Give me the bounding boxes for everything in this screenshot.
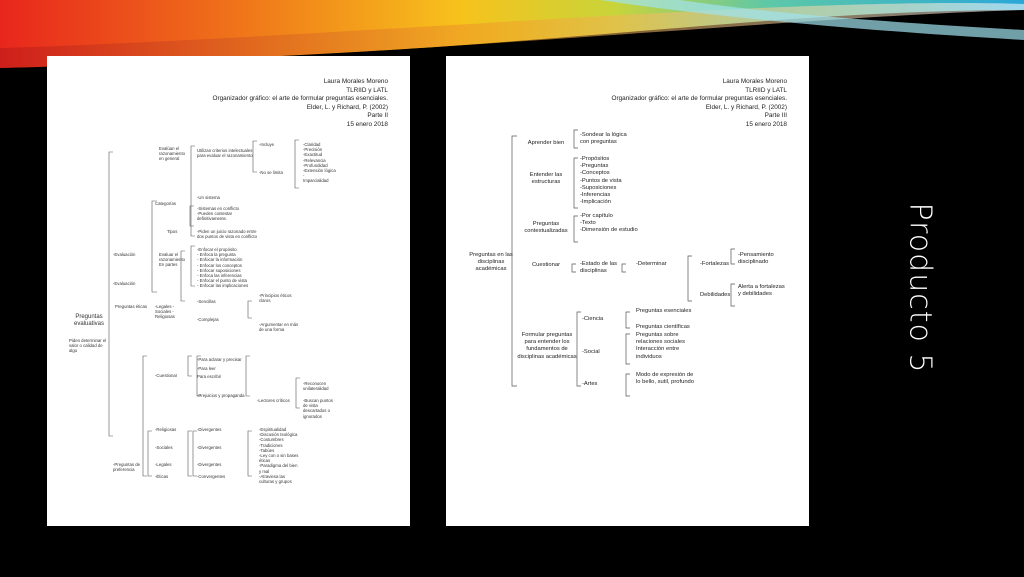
criterios-intelectuales: Utilizan criterios intelectuales para evaluar el razonamiento bbox=[197, 148, 253, 159]
lectores-item-2: -Buscan puntos de vista descartados o ignorados bbox=[303, 398, 333, 419]
categorias-item-1: -Un sistema bbox=[197, 195, 220, 200]
principios-eticos: -Principios éticos claros bbox=[259, 293, 292, 304]
branch-cuestionar: Cuestionar bbox=[531, 262, 561, 268]
pref-tipo-1: -Religiosas bbox=[155, 427, 177, 432]
pref-items-list: -Espiritualidad -Discusión teológica -Costumbres -Tradiciones -Tabúes -Ley con o sin bases éticas -Paradigma del bien y mal -Atraviesa las culturas y grupos bbox=[259, 427, 299, 485]
formular-ciencia: -Ciencia bbox=[582, 316, 604, 322]
branch-entender-estructuras: Entender las estructuras bbox=[529, 172, 563, 186]
branch-evaluacion-2: -Evaluación bbox=[113, 281, 136, 286]
branch-aprender-bien: Aprender bien bbox=[527, 140, 565, 146]
lectores-criticos: -Lectores críticos bbox=[257, 398, 290, 403]
pref-tipo-4: -Éticas bbox=[155, 474, 169, 479]
complejas-label: -Complejas bbox=[197, 317, 219, 322]
tipos-label: Tipos bbox=[167, 229, 178, 234]
cuestionar-item-1: -Para aclarar y precisar bbox=[197, 357, 242, 362]
right-header: Laura Morales Moreno TLRIID y LATL Organizador gráfico: el arte de formular preguntas esenciales. Elder, L. y Richard, P. (2002) Parte III 15 enero 2018 bbox=[611, 78, 787, 128]
ciencia-item-2: Preguntas científicas bbox=[636, 324, 690, 330]
right-root-node: Preguntas en las disciplinas académicas bbox=[469, 252, 513, 273]
categorias-item-2: -Sistemas en conflicto bbox=[197, 206, 240, 211]
sencillas-label: -Sencillas bbox=[197, 299, 216, 304]
branch-preguntas-preferencia: -Preguntas de preferencia bbox=[113, 462, 140, 473]
left-document-page bbox=[47, 56, 410, 526]
fortalezas-label: -Fortalezas bbox=[700, 261, 729, 267]
left-diagram-connectors bbox=[47, 56, 410, 526]
left-header: Laura Morales Moreno TLRIID y LATL Organizador gráfico: el arte de formular preguntas esenciales. Elder, L. y Richard, P. (2002) Parte II 15 enero 2018 bbox=[212, 78, 388, 128]
eticas-tipos: -Legales -Sociales -Religiosas bbox=[155, 304, 175, 320]
evaluar-partes: Evaluar el razonamiento En partes bbox=[159, 252, 186, 268]
aprender-item: -Sondear la lógica con preguntas bbox=[580, 132, 627, 146]
cuestionar-item-4: -Prejuicios y propaganda bbox=[197, 393, 245, 398]
pensamiento-disciplinado: -Pensamiento disciplinado bbox=[738, 252, 774, 266]
left-root-note: Piden determinar el valor o calidad de algo bbox=[69, 338, 107, 354]
ciencia-item-1: Preguntas esenciales bbox=[636, 308, 692, 314]
branch-preguntas-contextualizadas: Preguntas contextualizadas bbox=[524, 221, 568, 235]
categorias-label: Categorías bbox=[155, 201, 177, 206]
tipos-item-1: -Pueden contestar definitivamente. bbox=[197, 211, 233, 222]
pref-val-2: -Divergentes bbox=[197, 445, 222, 450]
no-limita-label: -No se limita bbox=[259, 170, 283, 175]
determinar-label: -Determinar bbox=[636, 261, 667, 267]
lectores-item-1: -Reconocen unilateralidad bbox=[303, 381, 329, 392]
estado-disciplinas: -Estado de las disciplinas bbox=[580, 261, 618, 275]
criterios-list: -Claridad -Precisión -Exactitud -Relevancia -Profundidad -Extensión lógica - Imparcialidad bbox=[303, 142, 336, 184]
tipos-item-2: -Piden un juicio razonado entre dos puntos de vista en conflicto bbox=[197, 229, 257, 240]
debilidades-label: Debilidades bbox=[700, 292, 731, 298]
alerta-fortalezas: Alerta a fortalezas y debilidades bbox=[738, 284, 785, 298]
pref-val-4: -Convergentes bbox=[197, 474, 226, 479]
artes-item: Modo de expresión de lo bello, sutil, profundo bbox=[636, 372, 695, 386]
pref-tipo-2: -Sociales bbox=[155, 445, 173, 450]
formular-artes: -Artes bbox=[582, 381, 598, 387]
right-document-page bbox=[446, 56, 809, 526]
formular-social: -Social bbox=[582, 349, 600, 355]
estructuras-list: -Propósitos -Preguntas -Conceptos -Puntos de vista -Suposiciones -Inferencias -Implicación bbox=[580, 156, 622, 206]
branch-formular-preguntas: Formular preguntas para entender los fundamentos de disciplinas académicas bbox=[517, 332, 577, 360]
pref-val-1: -Divergentes bbox=[197, 427, 222, 432]
cuestionar-item-3: Para escribir bbox=[197, 374, 222, 379]
evalua-razonamiento: Evalúan el razonamiento en general bbox=[159, 146, 186, 162]
social-item: Preguntas sobre relaciones sociales Interacción entre individuos bbox=[636, 332, 685, 360]
pref-val-3: -Divergentes bbox=[197, 462, 222, 467]
argumentar-label: -Argumentar en más de una forma bbox=[259, 322, 299, 333]
branch-preguntas-eticas: Preguntas éticas bbox=[115, 304, 148, 309]
cuestionar-item-2: -Para leer bbox=[197, 366, 216, 371]
contexto-list: -Por capítulo -Texto -Dimensión de estudio bbox=[580, 213, 638, 234]
branch-evaluacion-1: -Evaluación bbox=[113, 252, 136, 257]
incluye-label: -Incluye bbox=[259, 142, 275, 147]
left-root-node: Preguntas evaluativas bbox=[73, 314, 105, 327]
pref-tipo-3: -Legales bbox=[155, 462, 172, 467]
partes-list: -Enfocar el propósito - Enfoca la pregunta - Enfocar la información - Enfocar los conceptos - Enfocar suposiciones - Enfoca las inferencias - Enfocar el punto de vista - Enfocar las implicaciones bbox=[197, 247, 249, 289]
cuestionar-label: -Cuestionar bbox=[155, 373, 178, 378]
slide-title: Producto 5 bbox=[902, 202, 938, 374]
